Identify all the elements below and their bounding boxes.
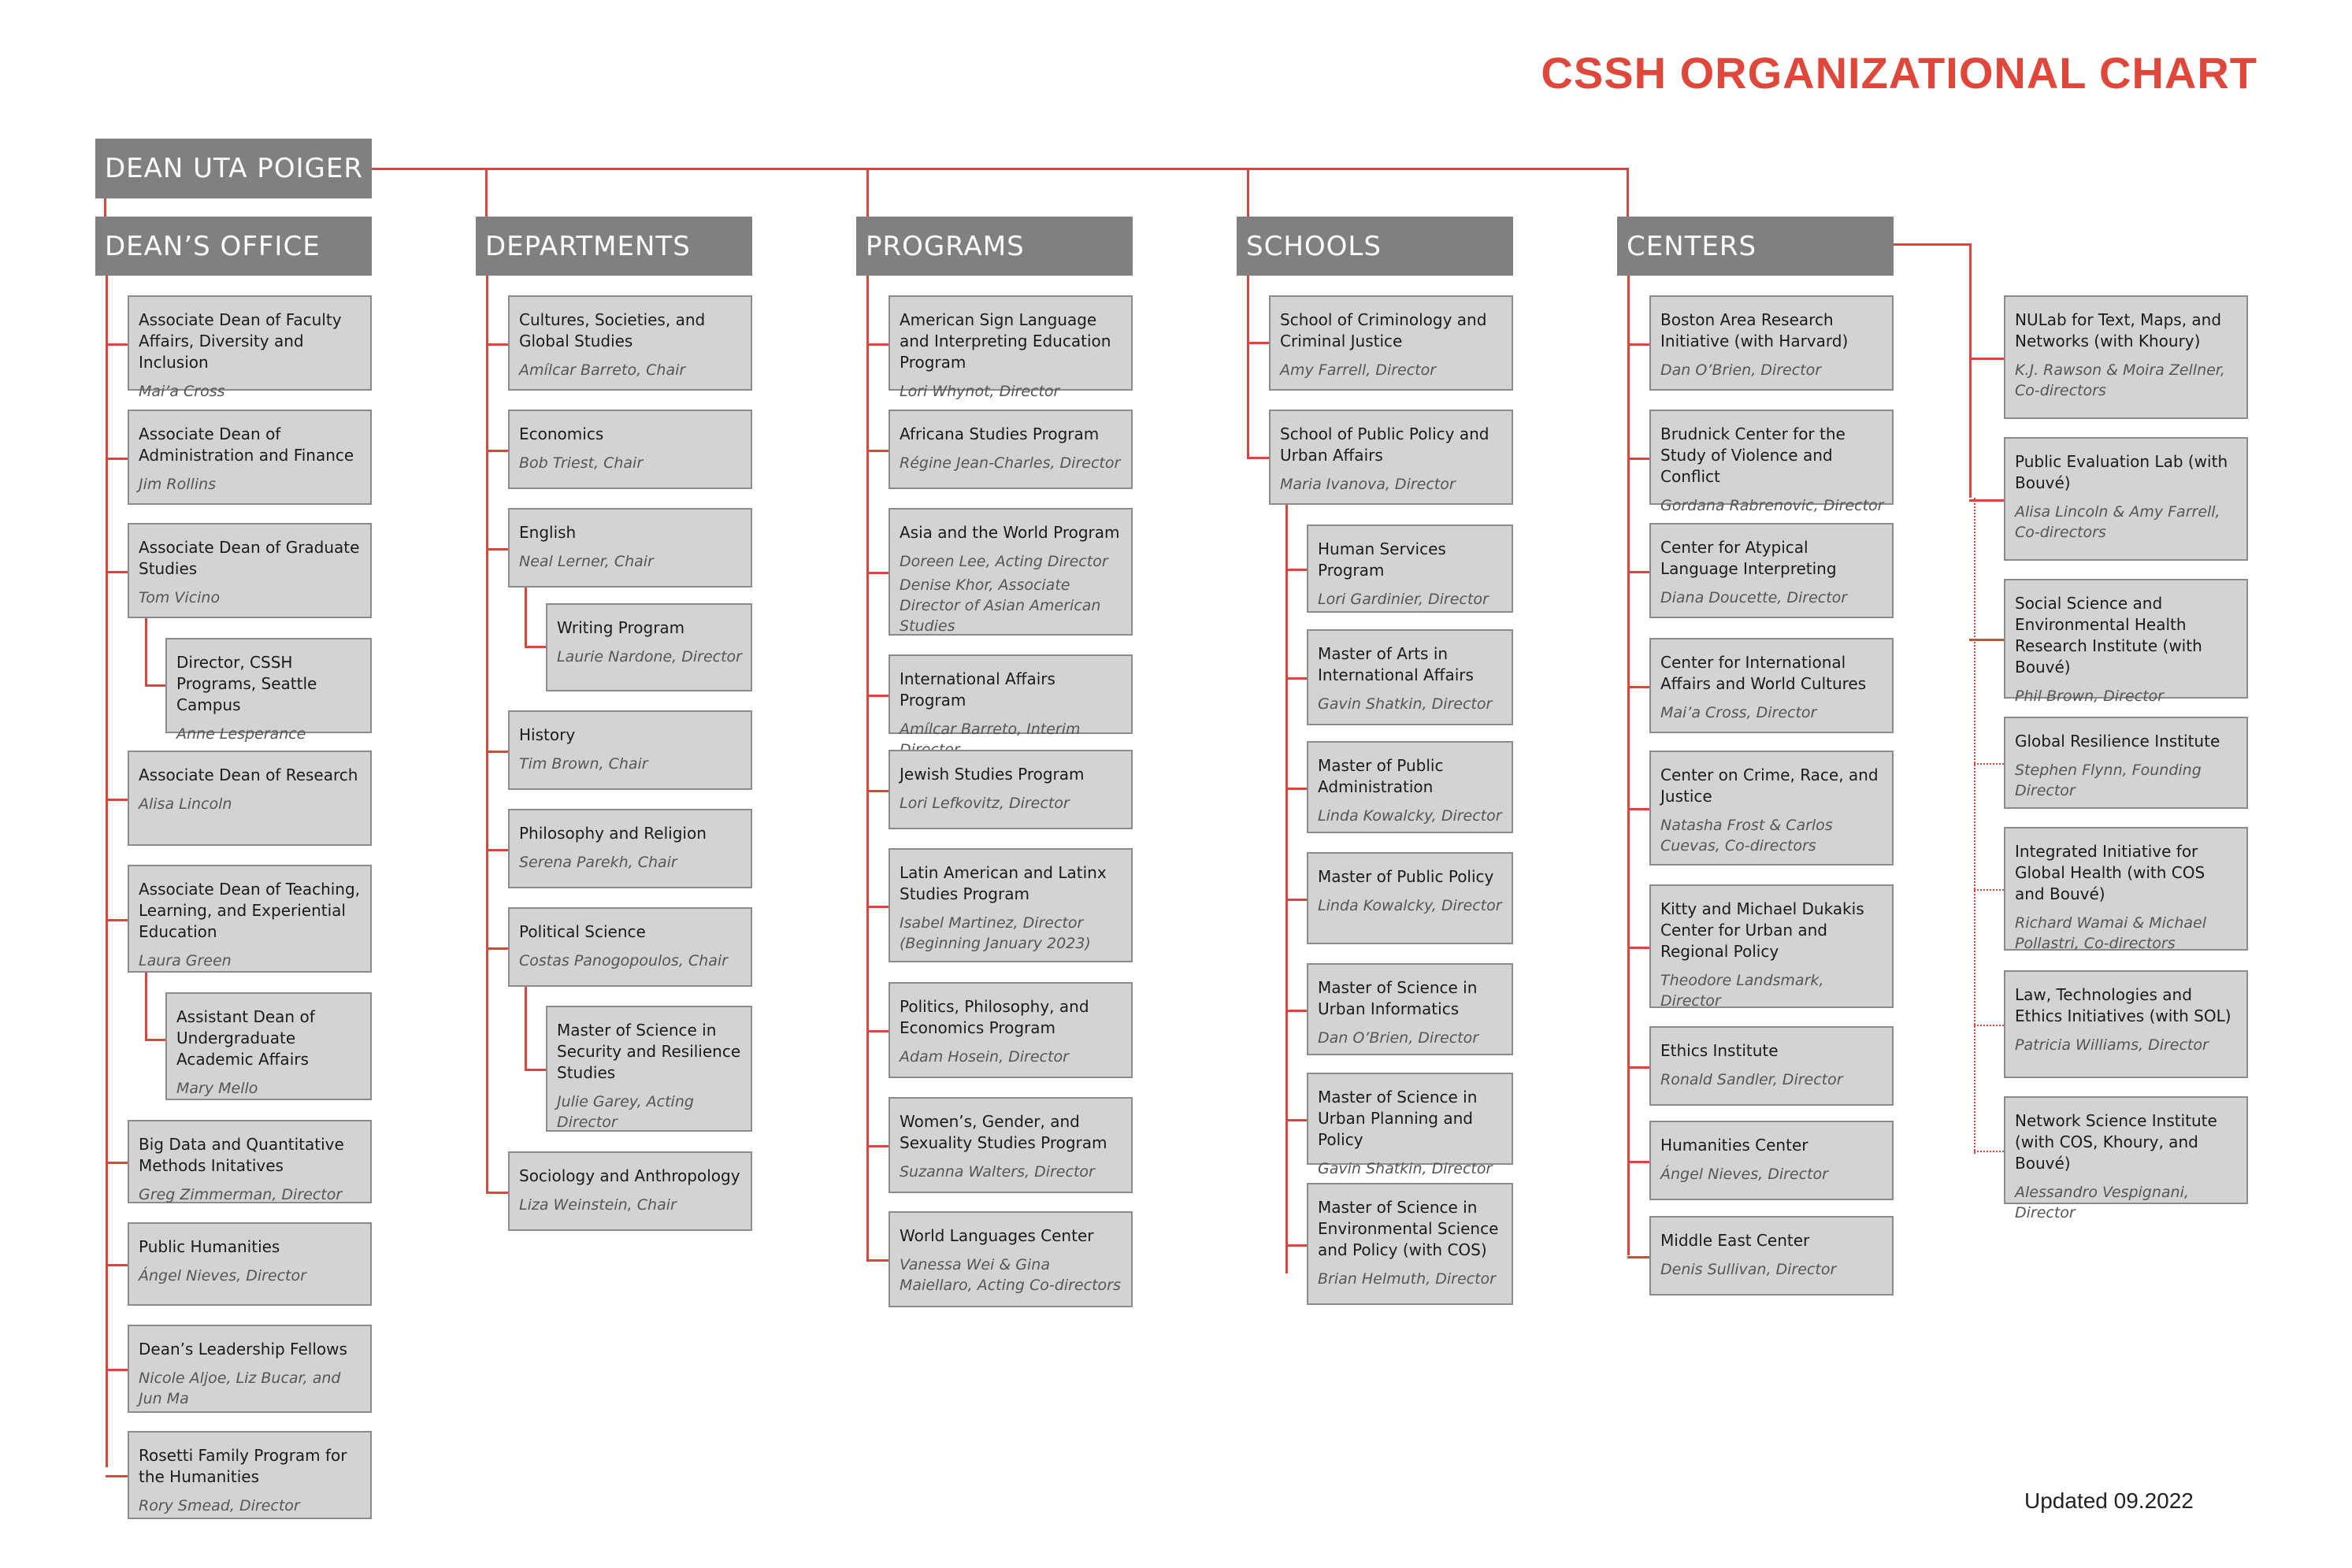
connector-line: [866, 276, 869, 1259]
unit-name: World Languages Center: [900, 1226, 1094, 1245]
org-unit-box: [888, 410, 1133, 489]
page-title: CSSH ORGANIZATIONAL CHART: [1541, 48, 2257, 98]
org-unit-box: [888, 508, 1133, 636]
unit-name: Ethics Institute: [1660, 1041, 1779, 1060]
connector-line: [525, 588, 527, 647]
dean-box: DEAN UTA POIGER: [95, 139, 372, 198]
connector-line: [486, 343, 508, 346]
unit-person: Tim Brown, Chair: [519, 755, 648, 773]
unit-name: Public Evaluation Lab (with Bouvé): [2015, 452, 2228, 492]
connector-line: [866, 695, 888, 697]
org-unit-box: [888, 982, 1133, 1078]
unit-person: Serena Parekh, Chair: [519, 854, 677, 871]
unit-person: Mai’a Cross, Director: [1660, 704, 1817, 721]
connector-line: [106, 1369, 128, 1371]
unit-person: Costas Panogopoulos, Chair: [519, 952, 728, 969]
unit-person: Greg Zimmerman, Director: [139, 1186, 343, 1203]
unit-name: Master of Science in Environmental Science and Policy (with COS): [1318, 1198, 1499, 1259]
org-unit-box: [2004, 717, 2248, 809]
connector-line: [106, 919, 128, 921]
unit-name: Big Data and Quantitative Methods Initatives: [139, 1135, 344, 1175]
unit-name: Africana Studies Program: [900, 424, 1100, 443]
unit-name: Writing Program: [557, 618, 685, 637]
unit-person: Vanessa Wei & Gina Maiellaro, Acting Co-directors: [900, 1256, 1121, 1294]
org-unit-box: [1307, 629, 1513, 725]
unit-person-secondary: Denise Khor, Associate Director of Asian American Studies: [900, 576, 1101, 635]
org-unit-box: [508, 809, 752, 888]
org-unit-box: [165, 992, 372, 1100]
unit-person: Anne Lesperance: [176, 725, 306, 743]
unit-person: Amílcar Barreto, Interim: [900, 721, 1081, 738]
connector-line: [866, 1145, 888, 1147]
unit-name: Asia and the World Program: [900, 523, 1120, 542]
org-unit-box: [128, 410, 372, 505]
unit-person: Diana Doucette, Director: [1660, 589, 1848, 606]
org-unit-box: [1649, 751, 1894, 866]
unit-person: Doreen Lee, Acting Director: [900, 553, 1108, 570]
connector-line: [866, 1030, 888, 1032]
unit-person: K.J. Rawson & Moira Zellner, Co-directors: [2015, 361, 2225, 399]
unit-person: Alisa Lincoln & Amy Farrell, Co-directors: [2015, 503, 2220, 541]
org-unit-box: [2004, 437, 2248, 561]
unit-person: Mai’a Cross: [139, 383, 225, 400]
connector-line: [1247, 168, 1249, 217]
unit-person: Ronald Sandler, Director: [1660, 1071, 1843, 1088]
unit-name: Associate Dean of Faculty Affairs, Diversity and Inclusion: [139, 310, 342, 372]
org-unit-box: [2004, 827, 2248, 951]
connector-line: [1247, 342, 1269, 344]
connector-line: [145, 973, 147, 1040]
org-unit-box: [508, 410, 752, 489]
connector-line: [1627, 947, 1649, 949]
connector-line: [1627, 343, 1649, 346]
unit-name: Center for International Affairs and World Cultures: [1660, 653, 1867, 693]
connector-line: [1285, 569, 1307, 571]
connector-line: [1285, 788, 1307, 790]
org-unit-box: [165, 638, 372, 743]
unit-person: Laurie Nardone, Director: [557, 648, 742, 665]
connector-line: [1627, 686, 1649, 688]
unit-person: Isabel Martinez, Director (Beginning January 2023): [900, 914, 1091, 952]
connector-line: [1247, 457, 1269, 459]
org-unit-box: [1649, 638, 1894, 733]
org-unit-box: [546, 603, 752, 691]
unit-name: Economics: [519, 424, 604, 443]
connector-line: [866, 572, 888, 574]
unit-name: English: [519, 523, 577, 542]
org-unit-box: [1649, 523, 1894, 618]
unit-person: Julie Garey, Acting Director: [557, 1093, 694, 1131]
unit-person: Neal Lerner, Chair: [519, 553, 654, 570]
connector-line: [1969, 358, 2004, 360]
unit-person: Alisa Lincoln: [139, 795, 232, 813]
connector-line: [486, 751, 508, 753]
unit-name: Middle East Center: [1660, 1231, 1810, 1250]
unit-person: Suzanna Walters, Director: [900, 1163, 1095, 1181]
connector-line: [525, 987, 527, 1070]
connector-line: [866, 906, 888, 908]
org-unit-box: [128, 523, 372, 618]
connector-line: [1627, 808, 1649, 810]
unit-name: Global Resilience Institute: [2015, 732, 2220, 751]
unit-person: Gavin Shatkin, Director: [1318, 695, 1493, 713]
updated-date: Updated 09.2022: [2024, 1488, 2194, 1513]
unit-person: Maria Ivanova, Director: [1280, 476, 1456, 493]
unit-name: Boston Area Research Initiative (with Harvard): [1660, 310, 1849, 350]
unit-name: Public Humanities: [139, 1237, 280, 1256]
connector-line: [866, 450, 888, 452]
org-unit-box: [888, 295, 1133, 400]
org-unit-box: [888, 1211, 1133, 1307]
connector-line: [1974, 1151, 2004, 1152]
unit-person: Lori Gardinier, Director: [1318, 591, 1489, 608]
unit-person: Ángel Nieves, Director: [1660, 1166, 1828, 1183]
unit-name: Associate Dean of Teaching, Learning, and Experiential Education: [139, 880, 361, 941]
connector-line: [525, 1069, 546, 1071]
unit-person: Jim Rollins: [139, 476, 217, 493]
org-unit-box: [1269, 295, 1513, 391]
header-schools: SCHOOLS: [1237, 217, 1513, 276]
unit-person: Amílcar Barreto, Chair: [519, 361, 686, 379]
unit-name: Associate Dean of Research: [139, 765, 358, 784]
org-unit-box: [1649, 1026, 1894, 1106]
org-unit-box: [508, 907, 752, 987]
header-deans-office: DEAN’S OFFICE: [95, 217, 372, 276]
connector-line: [1969, 499, 2004, 502]
unit-person: Laura Green: [139, 952, 232, 969]
connector-line: [106, 276, 108, 1467]
unit-name: Center for Atypical Language Interpreting: [1660, 538, 1837, 578]
unit-person: Rory Smead, Director: [139, 1497, 300, 1514]
org-unit-box: [1307, 525, 1513, 613]
header-departments: DEPARTMENTS: [476, 217, 752, 276]
unit-person: Natasha Frost & Carlos Cuevas, Co-directors: [1660, 817, 1833, 854]
unit-person: Linda Kowalcky, Director: [1318, 807, 1502, 825]
org-unit-box: [1307, 741, 1513, 833]
org-unit-box: [128, 865, 372, 973]
unit-name: Center on Crime, Race, and Justice: [1660, 765, 1879, 806]
org-unit-box: [2004, 579, 2248, 705]
unit-name: Philosophy and Religion: [519, 824, 707, 843]
unit-name: School of Criminology and Criminal Justice: [1280, 310, 1487, 350]
org-unit-box: [1649, 1121, 1894, 1200]
org-unit-box: [508, 508, 752, 588]
connector-line: [1627, 571, 1649, 573]
unit-name: Integrated Initiative for Global Health (with COS and Bouvé): [2015, 842, 2205, 903]
org-unit-box: [1269, 410, 1513, 505]
unit-name: American Sign Language and Interpreting Education Program: [900, 310, 1111, 372]
connector-line: [1627, 168, 1629, 217]
unit-person: Bob Triest, Chair: [519, 454, 644, 472]
connector-line: [1285, 677, 1307, 680]
connector-line: [1894, 243, 1971, 246]
org-unit-box: [128, 1120, 372, 1203]
connector-line: [486, 276, 488, 1192]
unit-name: Associate Dean of Administration and Finance: [139, 424, 354, 465]
unit-person: Richard Wamai & Michael Pollastri, Co-directors: [2015, 914, 2207, 952]
unit-person: Régine Jean-Charles, Director: [900, 454, 1121, 472]
unit-person: Linda Kowalcky, Director: [1318, 897, 1502, 914]
connector-line: [1285, 1244, 1307, 1247]
connector-line: [866, 168, 869, 217]
connector-line: [1627, 276, 1630, 1255]
org-unit-box: [2004, 970, 2248, 1078]
connector-line: [1974, 498, 1975, 1154]
org-unit-box: [128, 751, 372, 846]
unit-person: Patricia Williams, Director: [2015, 1036, 2209, 1054]
connector-line: [106, 343, 128, 346]
unit-name: International Affairs Program: [900, 669, 1055, 710]
unit-name: Cultures, Societies, and Global Studies: [519, 310, 706, 350]
unit-name: Jewish Studies Program: [900, 765, 1085, 784]
unit-person: Liza Weinstein, Chair: [519, 1196, 677, 1214]
connector-line: [1285, 899, 1307, 901]
header-centers: CENTERS: [1617, 217, 1894, 276]
unit-name: Rosetti Family Program for the Humanities: [139, 1446, 347, 1486]
unit-person: Amy Farrell, Director: [1280, 361, 1437, 379]
org-unit-box: [508, 710, 752, 790]
unit-person: Brian Helmuth, Director: [1318, 1270, 1496, 1288]
unit-name: Director, CSSH Programs, Seattle Campus: [176, 653, 317, 714]
unit-person: Denis Sullivan, Director: [1660, 1261, 1837, 1278]
unit-name: Law, Technologies and Ethics Initiatives (with SOL): [2015, 985, 2231, 1025]
connector-line: [866, 790, 888, 792]
connector-line: [1974, 889, 2004, 891]
connector-line: [1285, 1119, 1307, 1121]
org-unit-box: [128, 1431, 372, 1519]
connector-line: [145, 1039, 165, 1041]
unit-name: Associate Dean of Graduate Studies: [139, 538, 360, 578]
connector-line: [486, 1192, 508, 1194]
org-unit-box: [508, 1151, 752, 1231]
unit-person: Gavin Shatkin, Director: [1318, 1160, 1493, 1177]
connector-line: [1969, 243, 1972, 498]
unit-name: Brudnick Center for the Study of Violence and Conflict: [1660, 424, 1846, 486]
unit-name: Master of Science in Security and Resilience Studies: [557, 1021, 741, 1082]
connector-line: [106, 1475, 128, 1477]
connector-line: [1247, 276, 1249, 459]
unit-person: Mary Mello: [176, 1080, 258, 1097]
unit-name: School of Public Policy and Urban Affairs: [1280, 424, 1489, 465]
org-unit-box: [1649, 884, 1894, 1008]
unit-name: Humanities Center: [1660, 1136, 1809, 1155]
connector-line: [106, 571, 128, 573]
connector-line: [106, 799, 128, 801]
org-unit-box: [888, 1097, 1133, 1193]
org-unit-box: [2004, 1096, 2248, 1221]
org-unit-box: [1649, 1216, 1894, 1296]
connector-line: [525, 646, 546, 648]
org-unit-box: [1307, 852, 1513, 944]
connector-line: [1974, 1025, 2004, 1026]
connector-line: [486, 849, 508, 851]
unit-person: Tom Vicino: [139, 589, 221, 606]
org-unit-box: [1307, 1073, 1513, 1177]
unit-name: NULab for Text, Maps, and Networks (with Khoury): [2015, 310, 2222, 350]
unit-name: Political Science: [519, 922, 646, 941]
unit-person: Alessandro Vespignani, Director: [2015, 1184, 2189, 1221]
connector-line: [1969, 639, 2004, 641]
unit-person: Lori Lefkovitz, Director: [900, 795, 1070, 812]
connector-line: [145, 618, 147, 686]
connector-line: [104, 198, 106, 217]
org-unit-box: [888, 750, 1133, 829]
connector-line: [486, 548, 508, 550]
unit-name: Master of Public Administration: [1318, 756, 1444, 796]
connector-line: [485, 168, 488, 217]
org-unit-box: [128, 1325, 372, 1413]
connector-line: [106, 1162, 128, 1164]
unit-person: Stephen Flynn, Founding Director: [2015, 762, 2202, 799]
unit-person: Adam Hosein, Director: [900, 1048, 1069, 1066]
org-unit-box: [888, 848, 1133, 962]
unit-person: Dan O’Brien, Director: [1660, 361, 1822, 379]
connector-line: [145, 684, 165, 687]
connector-line: [106, 458, 128, 460]
unit-person: Dan O’Brien, Director: [1318, 1029, 1479, 1047]
connector-line: [486, 450, 508, 452]
unit-name: Kitty and Michael Dukakis Center for Urban and Regional Policy: [1660, 899, 1864, 961]
org-unit-box: [546, 1006, 752, 1132]
connector-line: [1627, 1161, 1649, 1163]
unit-name: Master of Science in Urban Informatics: [1318, 978, 1478, 1018]
unit-name: Politics, Philosophy, and Economics Program: [900, 997, 1089, 1037]
connector-line: [486, 947, 508, 950]
unit-person: Phil Brown, Director: [2015, 688, 2164, 705]
unit-name: Dean’s Leadership Fellows: [139, 1340, 347, 1359]
unit-person: Theodore Landsmark, Director: [1660, 972, 1824, 1010]
unit-person: Gordana Rabrenovic, Director: [1660, 497, 1884, 514]
unit-name: Master of Arts in International Affairs: [1318, 644, 1474, 684]
connector-line: [1627, 458, 1649, 460]
org-unit-box: [128, 1222, 372, 1306]
org-unit-box: [1307, 1183, 1513, 1305]
connector-line: [1974, 763, 2004, 765]
unit-name: Social Science and Environmental Health Research Institute (with Bouvé): [2015, 594, 2202, 677]
org-unit-box: [1649, 410, 1894, 514]
unit-name: Assistant Dean of Undergraduate Academic Affairs: [176, 1007, 315, 1069]
connector-line: [866, 343, 888, 346]
header-programs: PROGRAMS: [856, 217, 1133, 276]
org-unit-box: [1649, 295, 1894, 391]
connector-line: [866, 1259, 888, 1262]
connector-line: [1627, 1256, 1649, 1258]
org-unit-box: [128, 295, 372, 400]
unit-name: Master of Science in Urban Planning and Policy: [1318, 1088, 1478, 1149]
unit-name: History: [519, 725, 576, 744]
org-unit-box: [2004, 295, 2248, 419]
unit-name: Latin American and Latinx Studies Program: [900, 863, 1107, 903]
unit-name: Master of Public Policy: [1318, 867, 1494, 886]
connector-line: [1285, 1010, 1307, 1012]
unit-person: Lori Whynot, Director: [900, 383, 1060, 400]
org-unit-box: [1307, 963, 1513, 1055]
unit-name: Network Science Institute (with COS, Khoury, and Bouvé): [2015, 1111, 2217, 1173]
unit-name: Human Services Program: [1318, 539, 1446, 580]
org-unit-box: [508, 295, 752, 391]
connector-line: [372, 168, 1627, 170]
unit-name: Women’s, Gender, and Sexuality Studies Program: [900, 1112, 1107, 1152]
org-unit-box: [888, 654, 1133, 738]
unit-name: Sociology and Anthropology: [519, 1166, 740, 1185]
connector-line: [1285, 505, 1288, 1273]
connector-line: [106, 1264, 128, 1266]
unit-person: Ángel Nieves, Director: [139, 1267, 306, 1284]
unit-person: Nicole Aljoe, Liz Bucar, and Jun Ma: [139, 1370, 341, 1407]
connector-line: [1627, 1066, 1649, 1069]
